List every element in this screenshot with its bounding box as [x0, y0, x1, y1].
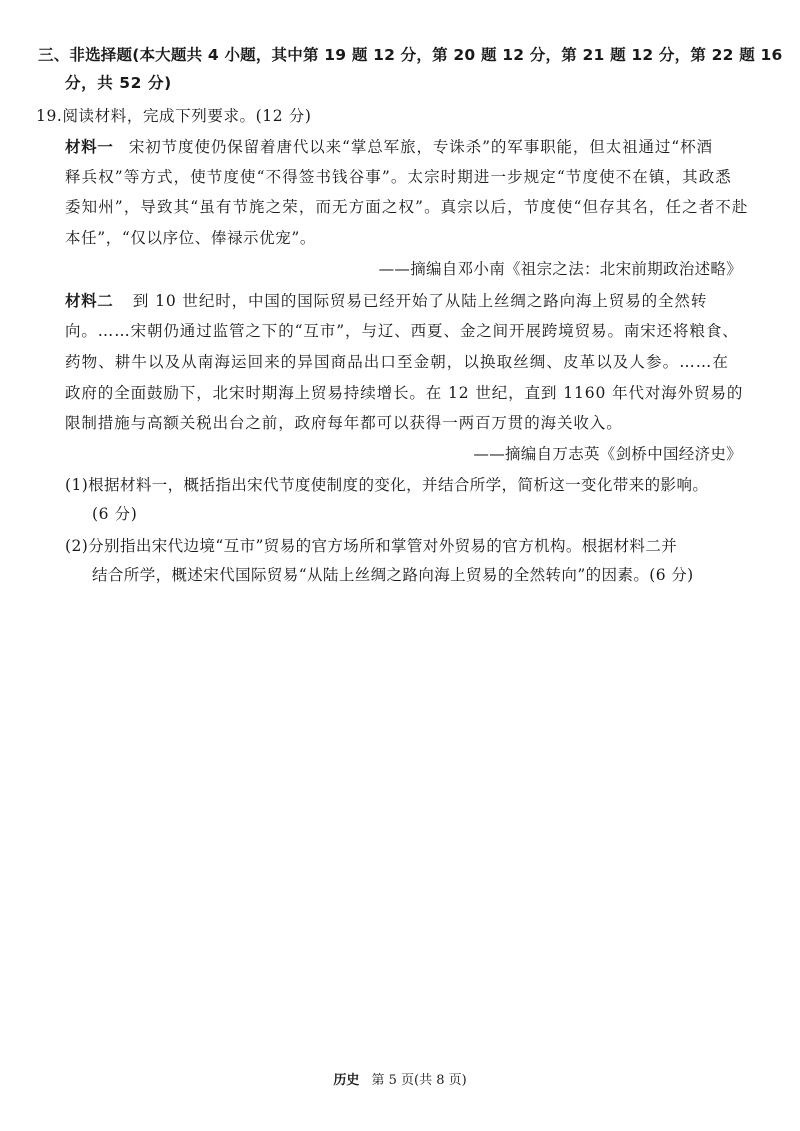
question-19-stem: 19.阅读材料，完成下列要求。(12 分) [36, 107, 312, 125]
material-2-line: 向。……宋朝仍通过监管之下的“互市”，与辽、西夏、金之间开展跨境贸易。南宋还将粮食、 [65, 322, 739, 340]
material-2-line: 到 10 世纪时，中国的国际贸易已经开始了从陆上丝绸之路向海上贸易的全然转 [132, 292, 708, 310]
sub-question-1-line-1: (1)根据材料一，概括指出宋代节度使制度的变化，并结合所学，简析这一变化带来的影响。 [65, 476, 709, 494]
section-heading-line-1: 三、非选择题(本大题共 4 小题，其中第 19 题 12 分，第 20 题 12 分，第 21 题 12 分，第 22 题 16 [38, 46, 783, 64]
material-1-label: 材料一 [65, 138, 114, 156]
material-2-line: 政府的全面鼓励下，北宋时期海上贸易持续增长。在 12 世纪，直到 1160 年代对海外贸易的 [65, 384, 744, 402]
material-1-line: 宋初节度使仍保留着唐代以来“掌总军旅，专诛杀”的军事职能，但太祖通过“杯酒 [128, 138, 713, 156]
sub-question-2-line-2: 结合所学，概述宋代国际贸易“从陆上丝绸之路向海上贸易的全然转向”的因素。(6 分) [92, 566, 694, 584]
section-heading-line-2: 分，共 52 分) [65, 74, 172, 92]
material-2-line: 药物、耕牛以及从南海运回来的异国商品出口至金朝，以换取丝绸、皮革以及人参。……在 [65, 353, 730, 371]
material-2-first-line [65, 291, 707, 311]
page-footer [0, 1072, 800, 1090]
footer-page-number: 第 5 页(共 8 页) [371, 1073, 467, 1088]
material-1-line: 释兵权”等方式，使节度使“不得签书钱谷事”。太宗时期进一步规定“节度使不在镇，其政悉 [65, 168, 732, 186]
sub-question-2-line-1: (2)分别指出宋代边境“互市”贸易的官方场所和掌管对外贸易的官方机构。根据材料二并 [65, 537, 678, 555]
material-2-line: 限制措施与高额关税出台之前，政府每年都可以获得一两百万贯的海关收入。 [65, 414, 623, 432]
material-2-label: 材料二 [65, 292, 114, 310]
footer-subject: 历史 [333, 1073, 360, 1088]
material-1-line: 委知州”，导致其“虽有节旄之荣，而无方面之权”。真宗以后，节度使“但存其名，任之者不赴 [65, 198, 749, 216]
material-1-source: ——摘编自邓小南《祖宗之法：北宋前期政治述略》 [378, 260, 742, 278]
material-1-first-line [65, 137, 713, 157]
material-1-line: 本任”，“仅以序位、俸禄示优宠”。 [65, 229, 316, 247]
sub-question-1-line-2: (6 分) [92, 505, 138, 523]
material-2-source: ——摘编自万志英《剑桥中国经济史》 [473, 445, 742, 463]
